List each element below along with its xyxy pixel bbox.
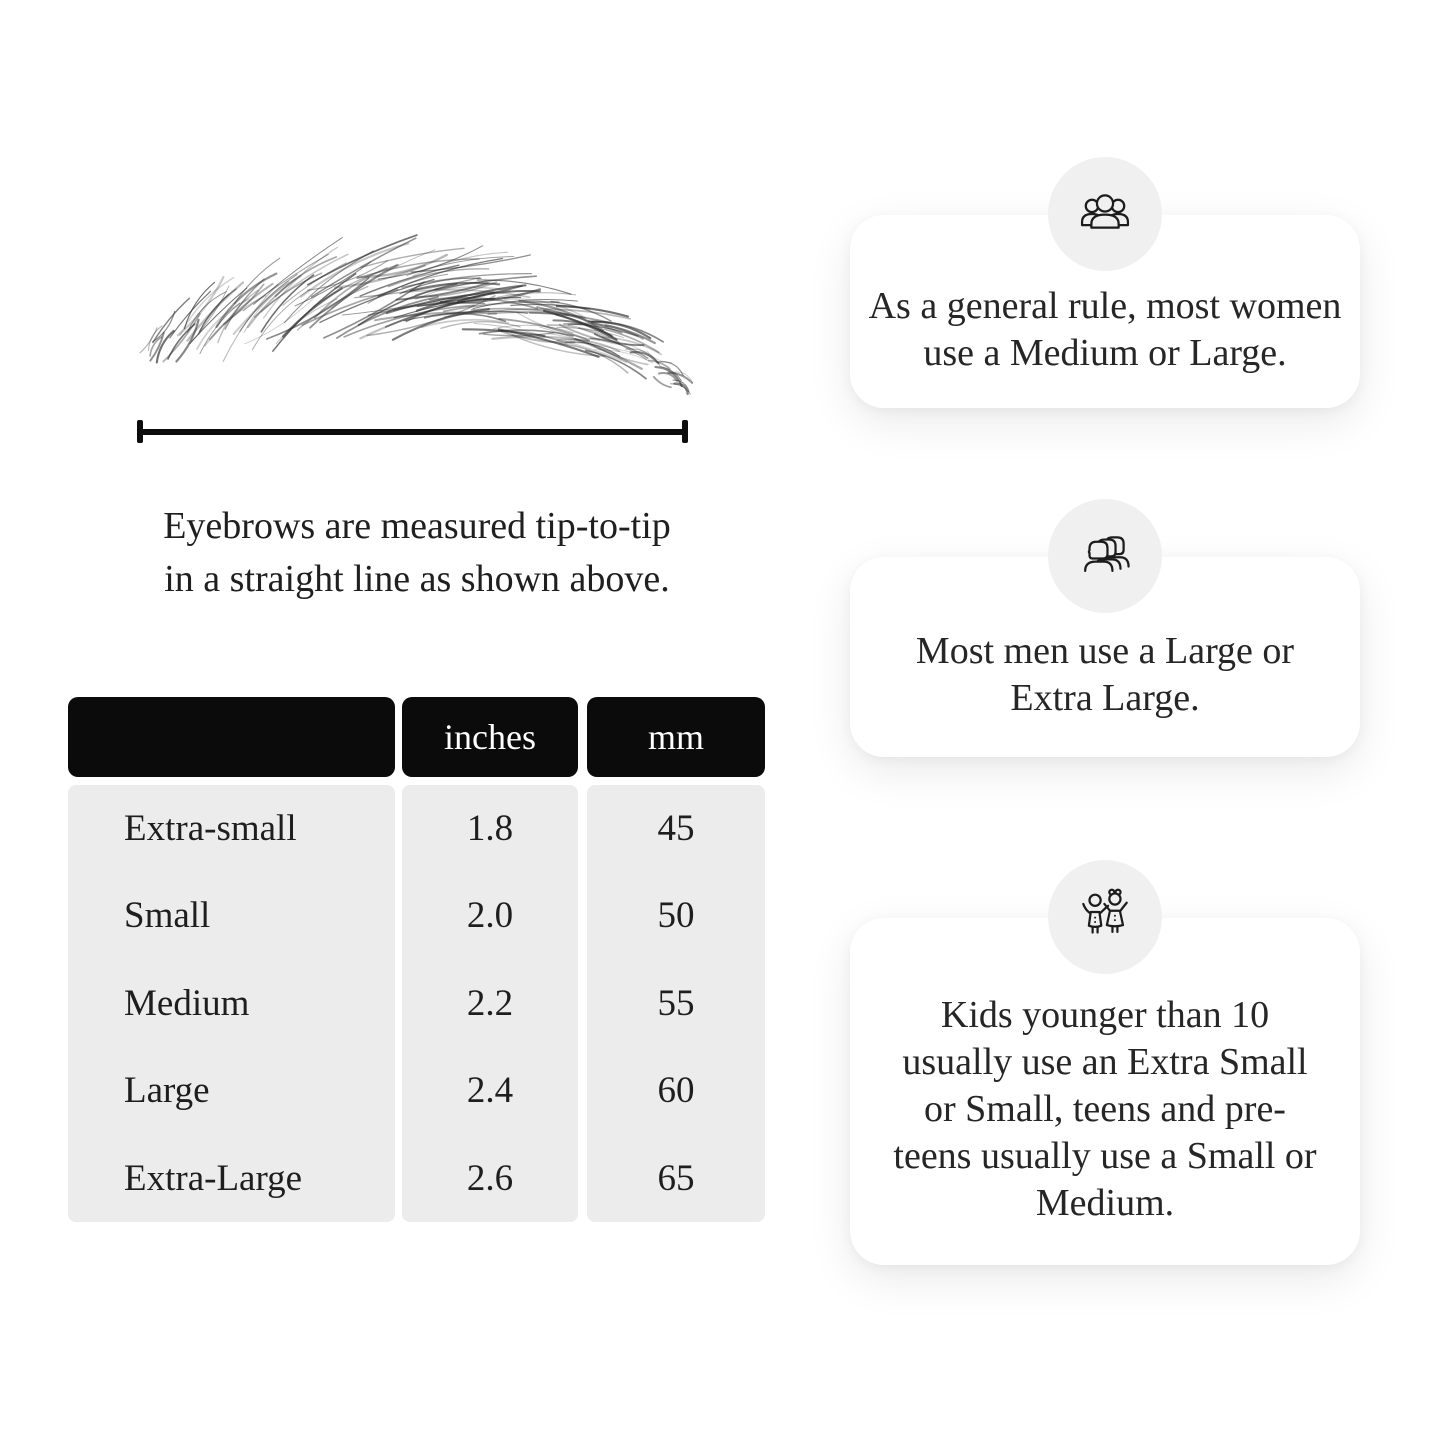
measurement-line [137, 420, 688, 443]
card-text: As a general rule, most women use a Medium or Large. [868, 284, 1342, 374]
row-label: Extra-small [124, 808, 297, 849]
row-label: Extra-Large [124, 1158, 303, 1199]
women-group-icon [1074, 183, 1136, 245]
caption-line-1: Eyebrows are measured tip-to-tip [163, 505, 671, 547]
table-header-mm: mm [587, 697, 765, 777]
info-card-men [850, 557, 1360, 757]
row-mm-value: 50 [657, 895, 695, 936]
row-inches-value: 2.0 [466, 895, 514, 936]
row-inches-value: 2.2 [466, 983, 514, 1024]
measurement-bar [137, 429, 688, 435]
row-label: Large [124, 1070, 210, 1111]
table-header-inches: inches [402, 697, 578, 777]
row-label: Medium [124, 983, 250, 1024]
card-text: Most men use a Large or Extra Large. [915, 630, 1295, 719]
row-inches-value: 2.4 [466, 1070, 514, 1111]
row-label: Small [124, 895, 211, 936]
caption-line-2: in a straight line as shown above. [164, 558, 670, 600]
icon-circle [1048, 860, 1162, 974]
row-mm-value: 60 [657, 1070, 695, 1111]
icon-circle [1048, 499, 1162, 613]
row-mm-value: 45 [657, 808, 695, 849]
row-mm-value: 55 [657, 983, 695, 1024]
row-inches-value: 1.8 [466, 808, 514, 849]
info-card-kids [850, 918, 1360, 1265]
kids-icon [1074, 886, 1136, 948]
card-text: Kids younger than 10 usually use an Extra Small or Small, teens and pre-teens usually use a Small or Medium. [893, 994, 1317, 1224]
info-card-women [850, 215, 1360, 408]
table-header-size-column [68, 697, 395, 777]
row-mm-value: 65 [657, 1158, 695, 1199]
row-inches-value: 2.6 [466, 1158, 514, 1199]
table-row [0, 785, 1445, 872]
icon-circle [1048, 157, 1162, 271]
measurement-tick-right [682, 420, 688, 443]
eyebrow-illustration [90, 212, 710, 412]
men-group-icon [1074, 525, 1136, 587]
measurement-caption [67, 500, 767, 606]
